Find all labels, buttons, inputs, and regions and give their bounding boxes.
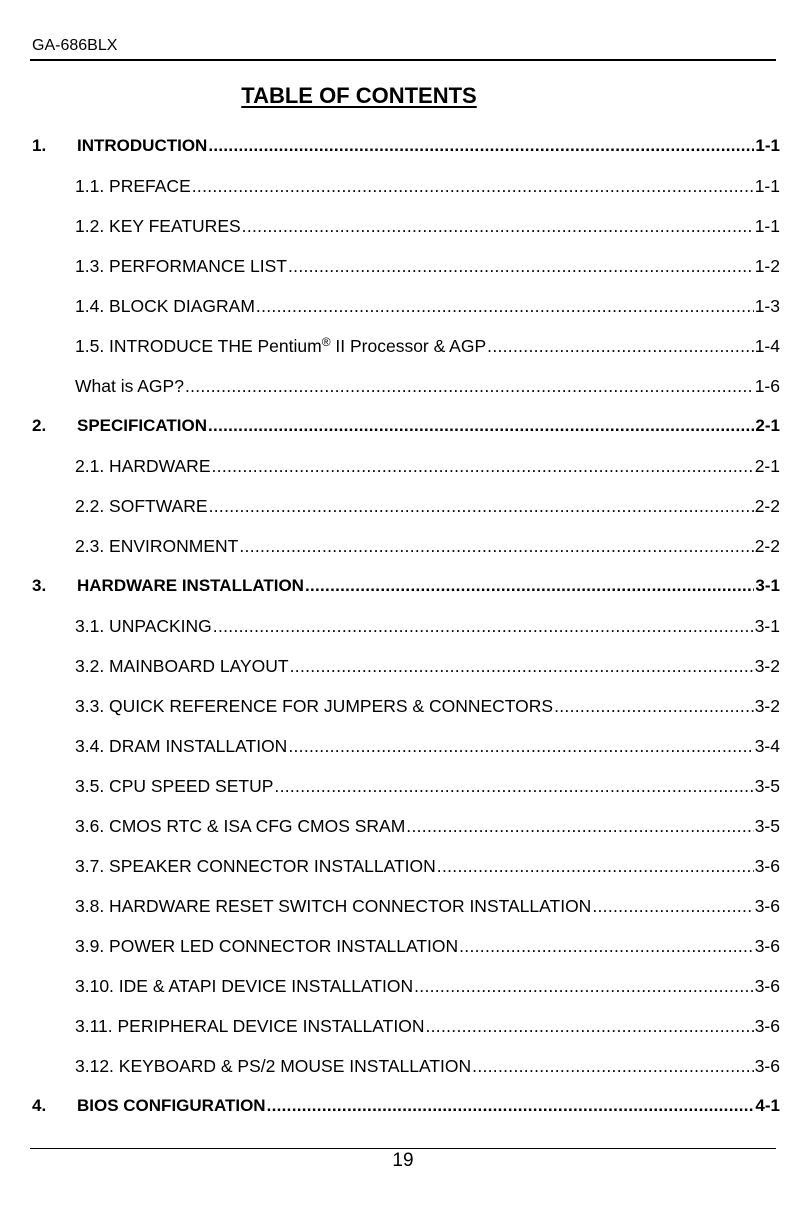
toc-page-number: 3-5 [754, 775, 780, 796]
toc-section-entry[interactable] [30, 566, 780, 606]
toc-subsection-entry[interactable] [30, 246, 780, 286]
toc-subsection-entry[interactable] [30, 806, 780, 846]
dot-leader [554, 696, 754, 717]
footer-divider [30, 1148, 776, 1149]
toc-page-number: 3-2 [754, 655, 780, 676]
page-title: TABLE OF CONTENTS [241, 83, 477, 108]
toc-entry-label: 3.3. QUICK REFERENCE FOR JUMPERS & CONNECTORS [75, 695, 554, 716]
toc-entry-label: 1.5. INTRODUCE THE Pentium® II Processor & AGP [75, 335, 487, 356]
dot-leader [192, 176, 754, 197]
toc-page-number: 1-3 [754, 295, 780, 316]
toc-entry-label: 3.10. IDE & ATAPI DEVICE INSTALLATION [75, 975, 414, 996]
toc-section-number: 1. [32, 136, 47, 155]
toc-page-number: 3-6 [754, 1015, 780, 1036]
toc-entry-label: 3.5. CPU SPEED SETUP [75, 775, 274, 796]
dot-leader [290, 656, 754, 677]
toc-subsection-entry[interactable] [30, 1006, 780, 1046]
toc-entry-label: 1.3. PERFORMANCE LIST [75, 255, 287, 276]
dot-leader [472, 1056, 754, 1077]
dot-leader [213, 616, 754, 637]
toc-entry-label: 3.11. PERIPHERAL DEVICE INSTALLATION [75, 1015, 425, 1036]
toc-page-number: 3-4 [754, 735, 780, 756]
toc-section-number: 3. [32, 576, 47, 595]
toc-entry-label: 3.7. SPEAKER CONNECTOR INSTALLATION [75, 855, 436, 876]
toc-entry-label: 3.9. POWER LED CONNECTOR INSTALLATION [75, 935, 459, 956]
toc-page-number: 2-1 [754, 455, 780, 476]
dot-leader [425, 1016, 753, 1037]
toc-subsection-entry[interactable] [30, 446, 780, 486]
dot-leader [212, 456, 754, 477]
toc-entry-label: 2.3. ENVIRONMENT [75, 535, 239, 556]
toc-page-number: 1-1 [754, 175, 780, 196]
toc-page-number: 3-5 [754, 815, 780, 836]
toc-section-entry[interactable] [30, 1086, 780, 1126]
header-divider [30, 59, 776, 61]
toc-page-number: 1-2 [754, 255, 780, 276]
dot-leader [256, 296, 754, 317]
toc-page-number: 3-6 [754, 1055, 780, 1076]
toc-subsection-entry[interactable] [30, 846, 780, 886]
toc-page-number: 3-6 [754, 975, 780, 996]
dot-leader [239, 536, 753, 557]
dot-leader [274, 776, 753, 797]
dot-leader [208, 136, 754, 156]
dot-leader [305, 576, 754, 596]
toc-entry-label: BIOS CONFIGURATION [77, 1096, 266, 1115]
toc-subsection-entry[interactable] [30, 326, 780, 366]
dot-leader [242, 216, 754, 237]
toc-entry-label: 3.12. KEYBOARD & PS/2 MOUSE INSTALLATION [75, 1055, 472, 1076]
toc-entry-label: 1.4. BLOCK DIAGRAM [75, 295, 255, 316]
toc-page-number: 4-1 [755, 1096, 780, 1115]
toc-subsection-entry[interactable] [30, 206, 780, 246]
toc-entry-label: What is AGP? [75, 375, 184, 396]
toc-subsection-entry[interactable] [30, 526, 780, 566]
toc-page-number: 1-6 [754, 375, 780, 396]
toc-entry-label: 3.4. DRAM INSTALLATION [75, 735, 288, 756]
toc-subsection-entry[interactable] [30, 726, 780, 766]
dot-leader [414, 976, 754, 997]
toc-entry-label: 1.2. KEY FEATURES [75, 215, 241, 236]
toc-subsection-entry[interactable] [30, 486, 780, 526]
dot-leader [459, 936, 754, 957]
toc-section-number: 4. [32, 1096, 47, 1115]
toc-section-number: 2. [32, 416, 47, 435]
toc-subsection-entry[interactable] [30, 366, 780, 406]
toc-subsection-entry[interactable] [30, 926, 780, 966]
toc-subsection-entry[interactable] [30, 166, 780, 206]
toc-page-number: 2-2 [754, 535, 780, 556]
toc-section-entry[interactable] [30, 406, 780, 446]
toc-subsection-entry[interactable] [30, 646, 780, 686]
dot-leader [267, 1096, 755, 1116]
dot-leader [592, 896, 753, 917]
toc-page-number: 3-1 [755, 576, 780, 595]
registered-mark: ® [321, 335, 331, 349]
toc-entry-label: 2.2. SOFTWARE [75, 495, 208, 516]
toc-entry-label: SPECIFICATION [77, 416, 208, 435]
toc-entry-label: 3.1. UNPACKING [75, 615, 212, 636]
toc-entry-label: 3.8. HARDWARE RESET SWITCH CONNECTOR INSTALLATION [75, 895, 592, 916]
toc-page-number: 1-1 [755, 136, 780, 155]
dot-leader [437, 856, 754, 877]
toc-page-number: 3-6 [754, 935, 780, 956]
toc-page-number: 3-2 [754, 695, 780, 716]
dot-leader [288, 736, 753, 757]
toc-entry-label: INTRODUCTION [77, 136, 208, 155]
toc-page-number: 2-2 [754, 495, 780, 516]
toc-entry-label: 3.6. CMOS RTC & ISA CFG CMOS SRAM [75, 815, 406, 836]
dot-leader [208, 416, 754, 436]
dot-leader [487, 336, 754, 357]
toc-page-number: 3-6 [754, 855, 780, 876]
toc-entry-label: 2.1. HARDWARE [75, 455, 211, 476]
dot-leader [209, 496, 754, 517]
table-of-contents [30, 126, 780, 1126]
toc-subsection-entry[interactable] [30, 286, 780, 326]
toc-subsection-entry[interactable] [30, 1046, 780, 1086]
toc-subsection-entry[interactable] [30, 766, 780, 806]
document-model-header: GA-686BLX [32, 37, 118, 54]
toc-page-number: 3-1 [754, 615, 780, 636]
toc-page-number: 3-6 [754, 895, 780, 916]
toc-entry-label: 1.1. PREFACE [75, 175, 191, 196]
toc-subsection-entry[interactable] [30, 886, 780, 926]
toc-subsection-entry[interactable] [30, 606, 780, 646]
dot-leader [406, 816, 753, 837]
toc-subsection-entry[interactable] [30, 966, 780, 1006]
toc-entry-label: 3.2. MAINBOARD LAYOUT [75, 655, 289, 676]
toc-page-number: 1-4 [754, 335, 780, 356]
toc-subsection-entry[interactable] [30, 686, 780, 726]
page-number: 19 [392, 1150, 414, 1171]
toc-entry-label: HARDWARE INSTALLATION [77, 576, 304, 595]
toc-page-number: 1-1 [754, 215, 780, 236]
toc-section-entry[interactable] [30, 126, 780, 166]
toc-page-number: 2-1 [755, 416, 780, 435]
dot-leader [288, 256, 754, 277]
dot-leader [185, 376, 754, 397]
